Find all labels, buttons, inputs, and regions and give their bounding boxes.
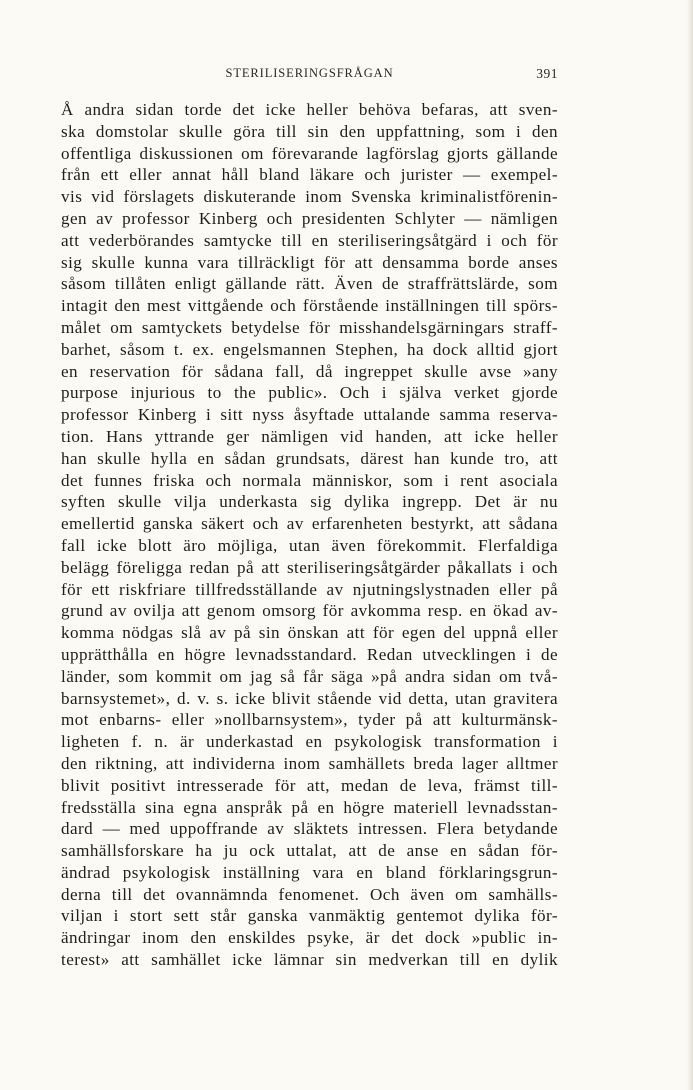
text-line: han skulle hylla en sådan grundsats, därest han kunde tro, att	[61, 448, 558, 468]
text-line: vis vid förslagets diskuterande inom Svenska kriminalistförenin-	[61, 187, 558, 207]
text-line: gen av professor Kinberg och presidenten Schlyter — nämligen	[61, 208, 558, 228]
text-line: emellertid ganska säkert och av erfarenheten bestyrkt, att sådana	[61, 514, 558, 534]
text-line: intagit den mest vittgående och förstående inställningen till spörs-	[61, 296, 558, 316]
text-line: belägg föreligga redan på att steriliseringsåtgärder påkallats i och	[61, 557, 558, 577]
text-line: det funnes friska och normala människor, som i rent asociala	[61, 470, 558, 490]
text-line: viljan i stort sett står ganska vanmäktig gentemot dylika för-	[61, 906, 558, 926]
text-line: upprätthålla en högre levnadsstandard. Redan utvecklingen i de	[61, 644, 558, 664]
running-head	[61, 66, 558, 86]
text-line: offentliga diskussionen om förevarande lagförslag gjorts gällande	[61, 143, 558, 163]
text-line: dard — med uppoffrande av släktets intressen. Flera betydande	[61, 819, 558, 839]
page-number: 391	[536, 66, 558, 81]
text-line: från ett eller annat håll bland läkare och jurister — exempel-	[61, 165, 558, 185]
page-edge	[687, 0, 693, 1090]
text-line: mot enbarns- eller »nollbarnsystem», tyder på att kulturmänsk-	[61, 710, 558, 730]
text-line: komma nödgas slå av på sin önskan att för egen del uppnå eller	[61, 623, 558, 643]
text-line: den riktning, att individerna inom samhällets breda lager alltmer	[61, 753, 558, 773]
text-line: blivit positivt intresserade för att, medan de leva, främst till-	[61, 775, 558, 795]
text-line: fredsställa sina egna anspråk på en högre materiell levnadsstan-	[61, 797, 558, 817]
text-line: för ett riskfriare tillfredsställande av njutningslystnaden eller på	[61, 579, 558, 599]
text-line: samhällsforskare ha ju ock uttalat, att de anse en sådan för-	[61, 841, 558, 861]
text-line: att vederbörandes samtycke till en steriliseringsåtgärd i och för	[61, 230, 558, 250]
text-line: barhet, såsom t. ex. engelsmannen Stephen, ha dock alltid gjort	[61, 339, 558, 359]
text-line: professor Kinberg i sitt nyss åsyftade uttalande samma reserva-	[61, 405, 558, 425]
text-line: en reservation för sådana fall, då ingreppet skulle avse »any	[61, 361, 558, 381]
running-title: STERILISERINGSFRÅGAN	[225, 66, 394, 80]
text-line: purpose injurious to the public». Och i själva verket gjorde	[61, 383, 558, 403]
text-line: målet om samtyckets betydelse för misshandelsgärningars straff-	[61, 317, 558, 337]
body-text	[61, 99, 558, 971]
text-line: derna till det ovannämnda fenomenet. Och även om samhälls-	[61, 884, 558, 904]
text-line: ska domstolar skulle göra till sin den uppfattning, som i den	[61, 121, 558, 141]
text-line: ligheten f. n. är underkastad en psykologisk transformation i	[61, 732, 558, 752]
text-line: barnsystemet», d. v. s. icke blivit stående vid detta, utan gravitera	[61, 688, 558, 708]
text-line: ändringar inom den enskildes psyke, är det dock »public in-	[61, 928, 558, 948]
text-line: grund av ovilja att genom omsorg för avkomma resp. en ökad av-	[61, 601, 558, 621]
text-line: tion. Hans yttrande ger nämligen vid handen, att icke heller	[61, 426, 558, 446]
text-line: Å andra sidan torde det icke heller behöva befaras, att sven-	[61, 100, 558, 119]
text-line: ändrad psykologisk inställning vara en bland förklaringsgrun-	[61, 862, 558, 882]
text-line: länder, som kommit om jag så får säga »på andra sidan om två-	[61, 666, 558, 686]
text-line: såsom tillåten enligt gällande rätt. Även de straffrättslärde, som	[61, 274, 558, 294]
text-line: terest» att samhället icke lämnar sin medverkan till en dylik	[61, 950, 558, 970]
text-line: sig skulle kunna vara tillräckligt för att densamma borde anses	[61, 252, 558, 272]
text-line: fall icke blott äro möjliga, utan även förekommit. Flerfaldiga	[61, 535, 558, 555]
text-line: syften skulle vilja underkasta sig dylika ingrepp. Det är nu	[61, 492, 558, 512]
